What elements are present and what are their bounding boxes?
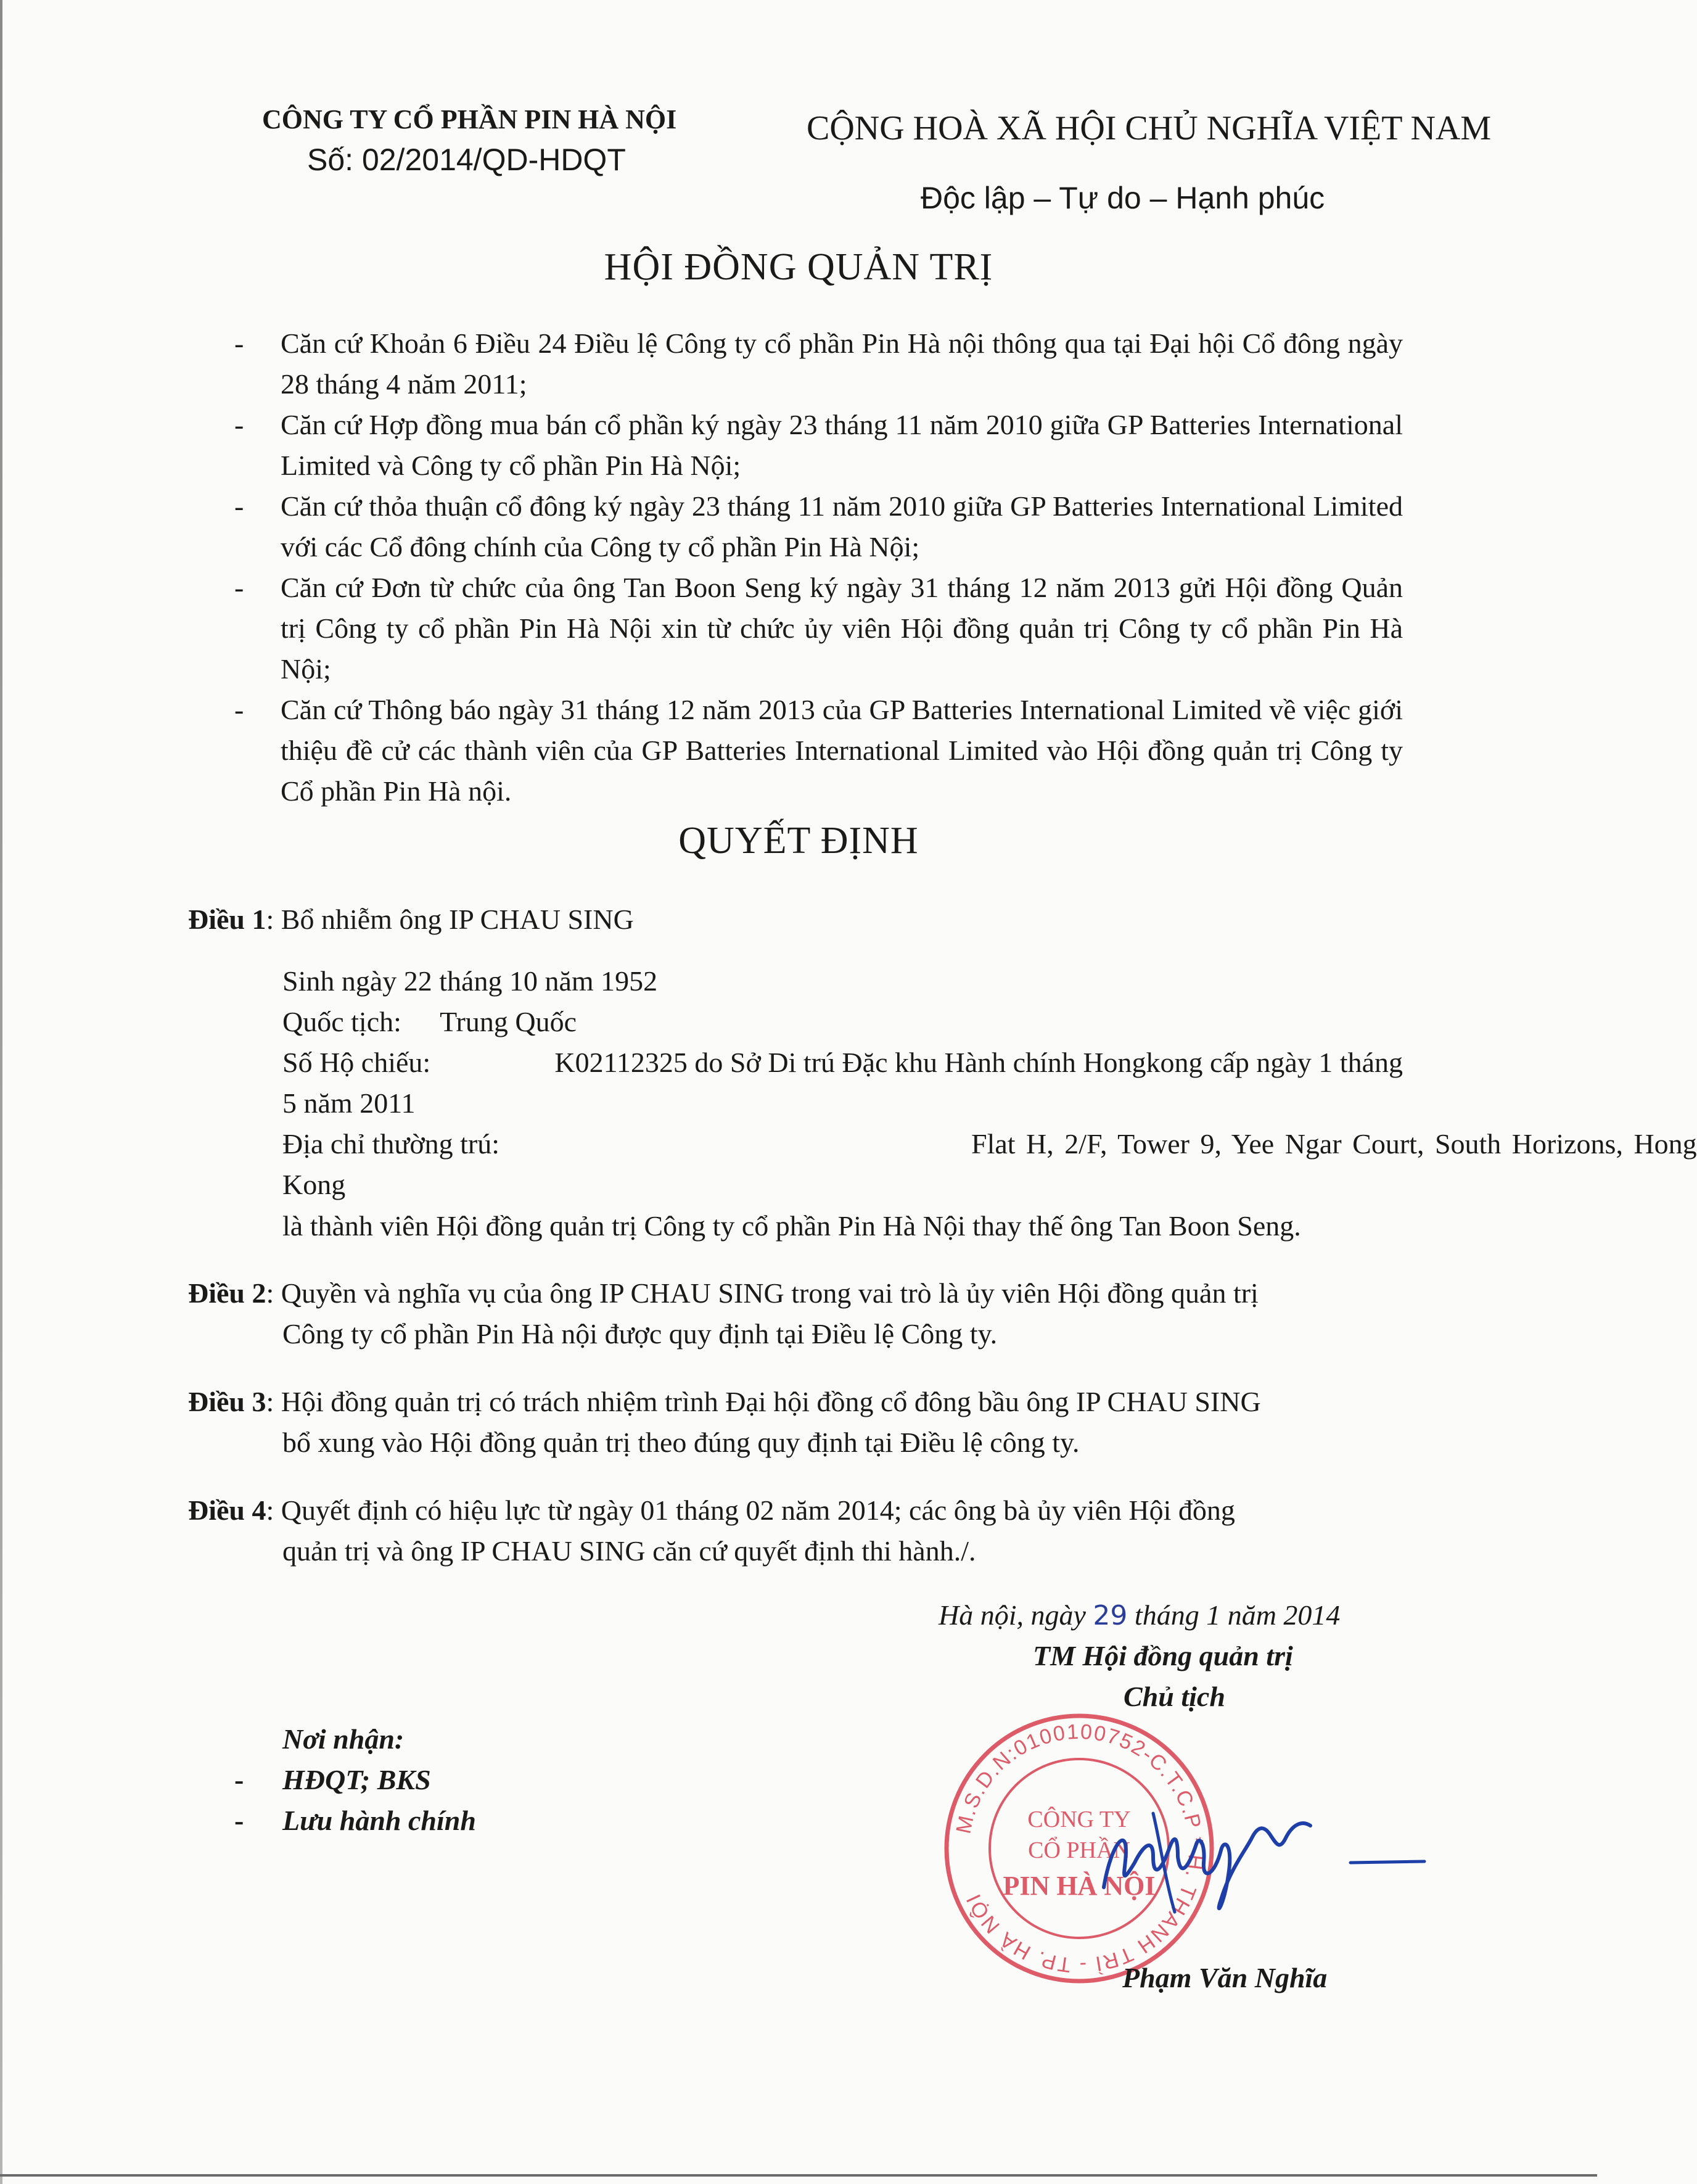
bullet-dash: - [234,409,244,440]
article-3-line1 [188,1382,1261,1422]
address-continuation: Kong [282,1169,346,1200]
article-1-label: Điều 1 [188,904,266,935]
bullet-dash: - [234,328,244,359]
article-3-text: : Hội đồng quản trị có trách nhiệm trình Đại hội đồng cổ đông bầu ông IP CHAU SING [266,1386,1261,1417]
seal-line-3: PIN HÀ NỘI [1003,1871,1156,1901]
article-1-role: là thành viên Hội đồng quản trị Công ty cổ phần Pin Hà Nội thay thế ông Tan Boon Seng. [282,1210,1301,1242]
scan-left-edge [0,0,2,2184]
passport-continuation: 5 năm 2011 [282,1087,416,1119]
legal-basis-item [234,690,1403,812]
recipient-text: Lưu hành chính [282,1805,476,1836]
legal-basis-text: Căn cứ thỏa thuận cổ đông ký ngày 23 tháng 11 năm 2010 giữa GP Batteries International Limited với các Cổ đông chính của Công ty cổ phần Pin Hà Nội; [281,490,1403,562]
nationality-value: Trung Quốc [440,1006,577,1037]
recipient-text: HĐQT; BKS [282,1764,431,1795]
scan-bottom-edge [0,2174,1597,2177]
decision-title: QUYẾT ĐỊNH [678,820,919,862]
legal-basis-item [234,567,1403,690]
handwritten-day: 29 [1093,1600,1128,1631]
bullet-dash: - [234,1764,244,1795]
place-date-suffix: tháng 1 năm 2014 [1134,1599,1341,1631]
article-4-label: Điều 4 [188,1494,266,1526]
signer-name: Phạm Văn Nghĩa [1122,1962,1328,1993]
article-1-text: : Bổ nhiễm ông IP CHAU SING [266,904,634,935]
article-3-line2: bổ xung vào Hội đồng quản trị theo đúng quy định tại Điều lệ công ty. [282,1427,1080,1458]
article-1-heading [188,899,634,940]
nationality-label: Quốc tịch: [282,1006,401,1037]
seal-line-1: CÔNG TY [1027,1807,1131,1832]
issuing-body: HỘI ĐỒNG QUẢN TRỊ [604,246,993,288]
bullet-dash: - [234,490,244,522]
legal-basis-item [234,486,1403,567]
passport-value: K02112325 do Sở Di trú Đặc khu Hành chính Hongkong cấp ngày 1 tháng [554,1047,1403,1078]
article-4-line2: quản trị và ông IP CHAU SING căn cứ quyết định thi hành./. [282,1535,976,1567]
article-1-passport [282,1042,1403,1124]
company-name: CÔNG TY CỔ PHẦN PIN HÀ NỘI [262,104,677,134]
place-date-prefix: Hà nội, ngày [939,1599,1086,1631]
article-3-label: Điều 3 [188,1386,266,1417]
article-2-line2: Công ty cổ phần Pin Hà nội được quy định tại Điều lệ Công ty. [282,1318,998,1350]
seal-ring-text: M.S.D.N:0100100752-C.T.C.P * H. THANH TRÌ - TP. HÀ NỘI [951,1720,1208,1977]
legal-basis-text: Căn cứ Đơn từ chức của ông Tan Boon Seng ký ngày 31 tháng 12 năm 2013 gửi Hội đồng Quản trị Công ty cổ phần Pin Hà Nội xin từ chức ủy viên Hội đồng quản trị Công ty cổ phần Pin Hà Nội; [281,572,1403,685]
article-2-line1 [188,1273,1403,1314]
article-4-text: : Quyết định có hiệu lực từ ngày 01 tháng 02 năm 2014; các ông bà ủy viên Hội đồng [266,1494,1235,1526]
bullet-dash: - [234,1805,244,1836]
legal-bases-list [234,323,1403,812]
address-value: Flat H, 2/F, Tower 9, Yee Ngar Court, South Horizons, Hong [971,1128,1697,1160]
legal-basis-text: Căn cứ Thông báo ngày 31 tháng 12 năm 2013 của GP Batteries International Limited về việc giới thiệu đề cử các thành viên của GP Batteries International Limited vào Hội đồng quản trị Công ty Cổ phần Pin Hà nội. [281,694,1403,807]
article-2-label: Điều 2 [188,1277,266,1309]
article-1-address [282,1124,1697,1205]
document-number: Số: 02/2014/QD-HDQT [307,142,626,177]
national-motto: Độc lập – Tự do – Hạnh phúc [921,181,1325,215]
signer-title: Chủ tịch [1124,1681,1225,1712]
recipient-item [234,1763,431,1796]
national-title: CỘNG HOÀ XÃ HỘI CHỦ NGHĨA VIỆT NAM [807,109,1492,147]
handwritten-signature-icon [1067,1776,1437,1931]
legal-basis-text: Căn cứ Khoản 6 Điều 24 Điều lệ Công ty cổ phần Pin Hà nội thông qua tại Đại hội Cổ đông ngày 28 tháng 4 năm 2011; [281,328,1403,400]
article-1-birth: Sinh ngày 22 tháng 10 năm 1952 [282,965,658,997]
passport-label: Số Hộ chiếu: [282,1047,431,1078]
bullet-dash: - [234,694,244,725]
signer-role: TM Hội đồng quản trị [1033,1640,1293,1671]
legal-basis-item [234,405,1403,486]
recipient-item [234,1804,476,1837]
bullet-dash: - [234,572,244,603]
place-and-date [939,1599,1340,1631]
legal-basis-item [234,323,1403,405]
article-4-line1 [188,1490,1235,1531]
article-1-nationality [282,1002,577,1042]
article-2-text: : Quyền và nghĩa vụ của ông IP CHAU SING trong vai trò là ủy viên Hội đồng quản trị [266,1277,1259,1309]
legal-basis-text: Căn cứ Hợp đồng mua bán cổ phần ký ngày 23 tháng 11 năm 2010 giữa GP Batteries International Limited và Công ty cổ phần Pin Hà Nội; [281,409,1403,481]
seal-line-2: CỔ PHẦN [1028,1837,1130,1863]
address-label: Địa chỉ thường trú: [282,1128,500,1160]
recipients-title: Nơi nhận: [282,1723,405,1755]
